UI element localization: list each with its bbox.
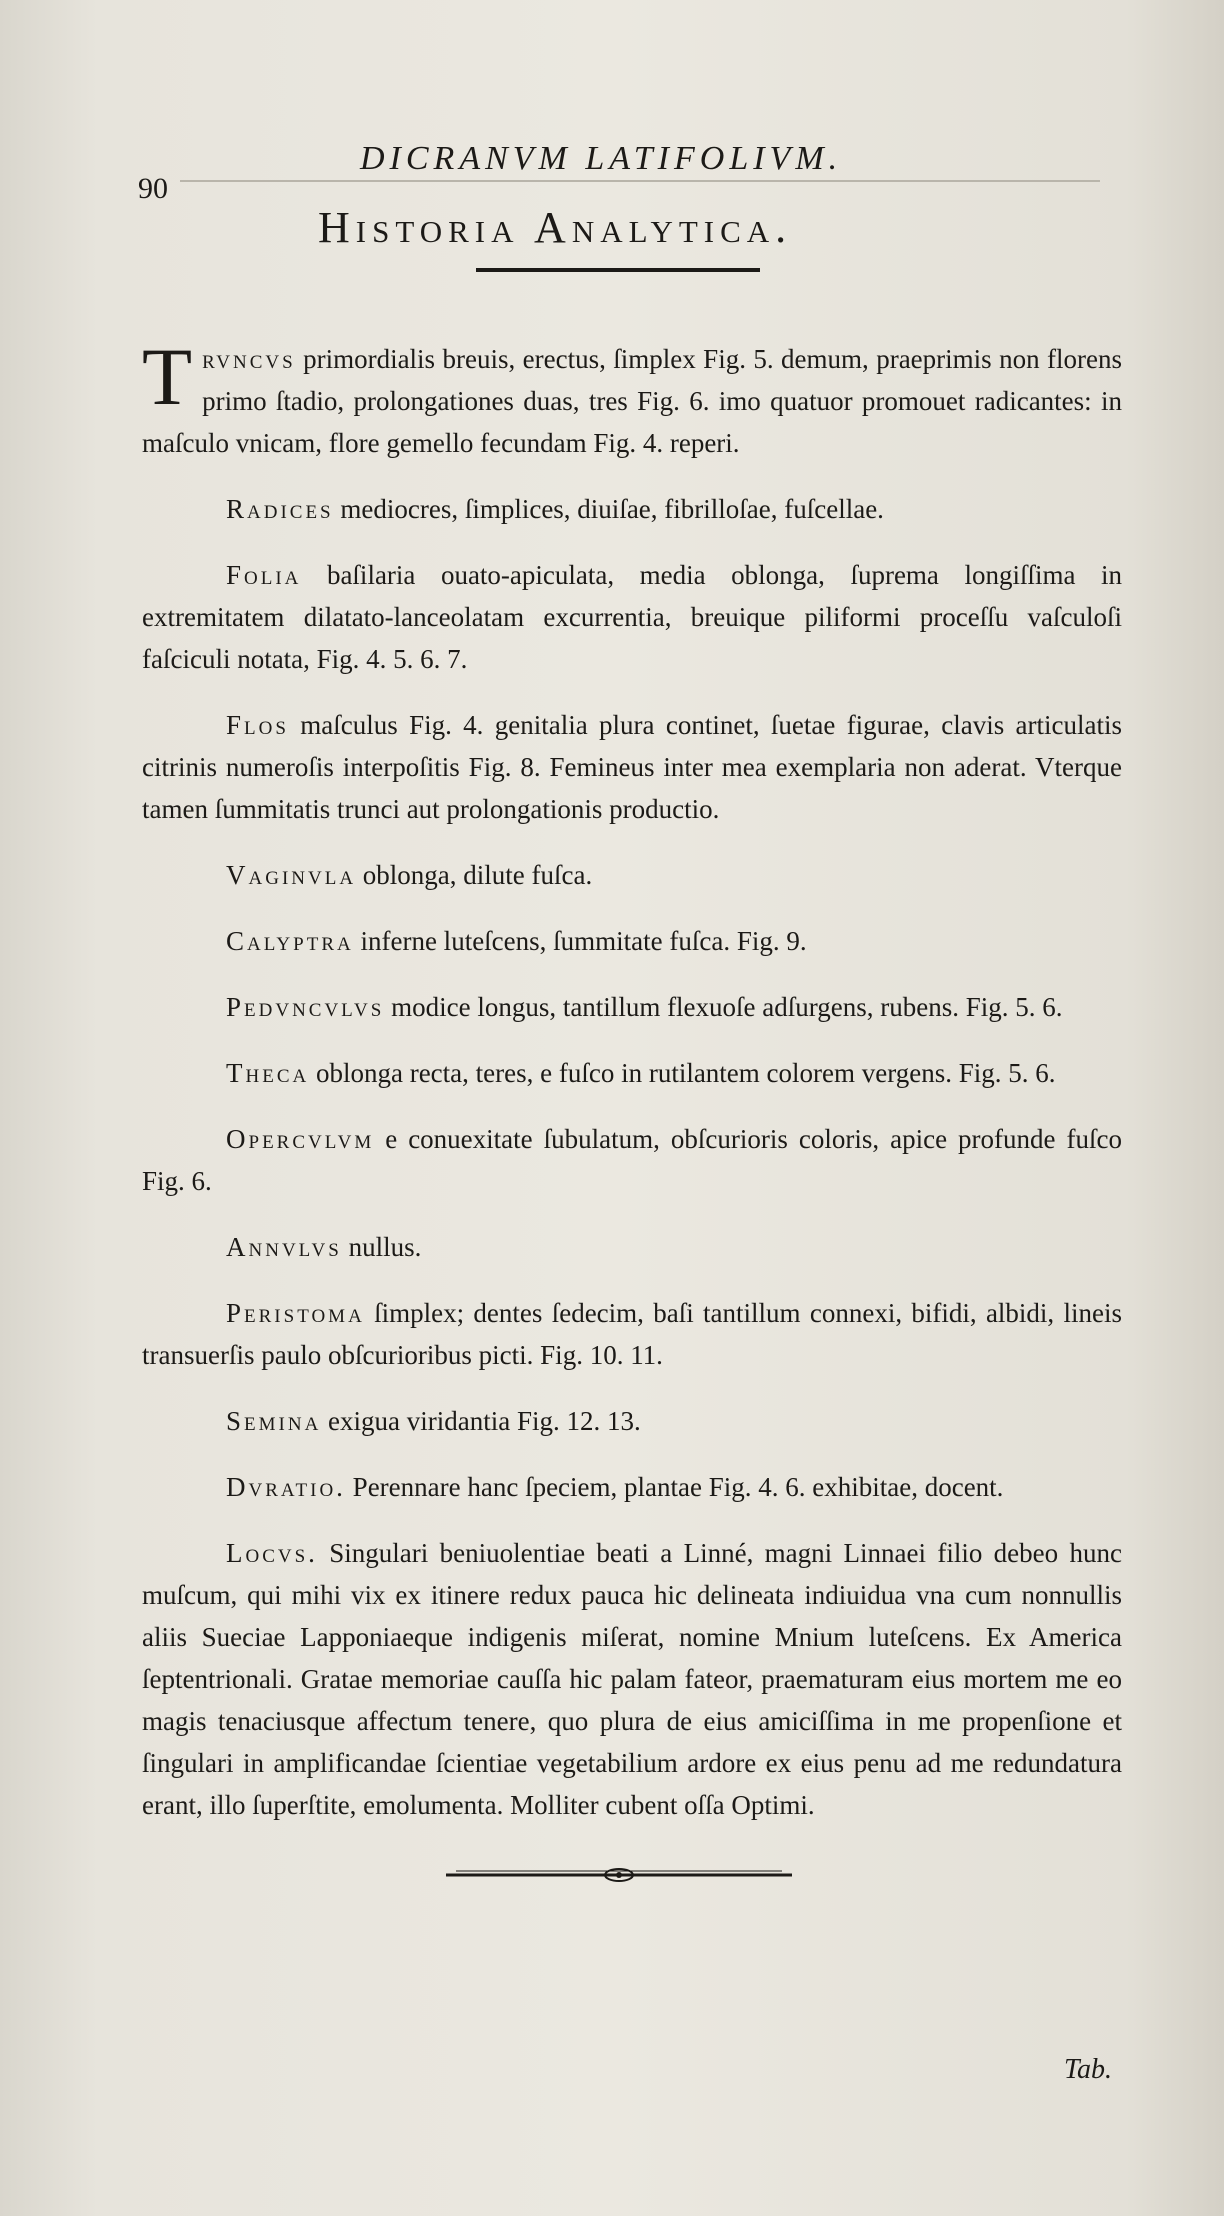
running-head: DICRANVM LATIFOLIVM.: [360, 140, 843, 177]
paragraph-calyptra: [142, 920, 1122, 962]
section-title: Historia Analytica.: [318, 203, 793, 252]
paragraph-text: oblonga recta, teres, e fuſco in rutilantem colorem vergens. Fig. 5. 6.: [309, 1058, 1056, 1088]
paragraph-text: nullus.: [341, 1232, 422, 1262]
paragraph-lead: Annvlvs: [226, 1232, 342, 1262]
paragraph-peristoma: [142, 1292, 1122, 1376]
paragraph-pedunculus: [142, 986, 1122, 1028]
text-body: [142, 331, 1122, 1850]
paragraph-operculum: [142, 1118, 1122, 1202]
title-rule: [476, 268, 760, 272]
paragraph-lead: Pedvncvlvs: [226, 992, 385, 1022]
ornamental-rule-icon: [446, 1864, 792, 1886]
header-rule: [180, 180, 1100, 182]
paragraph-folia: [142, 554, 1122, 680]
paragraph-text: Singulari beniuolentiae beati a Linné, magni Linnaei filio debeo hunc muſcum, qui mihi vix ex itinere redux pauca hic delineata indiuidua vna cum nonnullis aliis Sueciae Lapponiaeque indigenis miſerat, nomine Mnium luteſcens. Ex America ſeptentrionali. Gratae memoriae cauſſa hic palam fateor, praematuram eius mortem me eo magis tenaciusque affectum tenere, quo plura de eius amiciſſima in me propenſione et ſingulari in amplificandae ſcientiae vegetabilium ardore ex eius penu ad me redundatura erant, illo ſuperſtite, emolumenta. Molliter cubent oſſa Optimi.: [142, 1538, 1122, 1820]
paragraph-semina: [142, 1400, 1122, 1442]
paragraph-lead: Flos: [226, 710, 289, 740]
paragraph-duratio: [142, 1466, 1122, 1508]
paragraph-lead: Vaginvla: [226, 860, 357, 890]
paragraph-text: primordialis breuis, erectus, ſimplex Fig. 5. demum, praeprimis non florens primo ſtadio, prolongationes duas, tres Fig. 6. imo quatuor promouet radicantes: in maſculo vnicam, flore gemello fecundam Fig. 4. reperi.: [142, 344, 1122, 458]
paragraph-text: modice longus, tantillum flexuoſe adſurgens, rubens. Fig. 5. 6.: [384, 992, 1063, 1022]
paragraph-radices: [142, 488, 1122, 530]
paragraph-text: maſculus Fig. 4. genitalia plura continet, ſuetae figurae, clavis articulatis citrinis numeroſis interpoſitis Fig. 8. Femineus inter mea exemplaria non aderat. Vterque tamen ſummitatis trunci aut prolongationis productio.: [142, 710, 1122, 824]
paragraph-lead: Dvratio.: [226, 1472, 346, 1502]
paragraph-text: inferne luteſcens, ſummitate fuſca. Fig. 9.: [353, 926, 807, 956]
paragraph-text: baſilaria ouato-apiculata, media oblonga, ſuprema longiſſima in extremitatem dilatato-lanceolatam excurrentia, breuique piliformi proceſſu vaſculoſi faſciculi notata, Fig. 4. 5. 6. 7.: [142, 560, 1122, 674]
paragraph-theca: [142, 1052, 1122, 1094]
page-number: 90: [138, 172, 168, 205]
paragraph-text: oblonga, dilute fuſca.: [356, 860, 593, 890]
paragraph-locus: [142, 1532, 1122, 1826]
paragraph-lead: Opercvlvm: [226, 1124, 375, 1154]
paragraph-vaginula: [142, 854, 1122, 896]
paragraph-text: Perennare hanc ſpeciem, plantae Fig. 4. 6. exhibitae, docent.: [345, 1472, 1004, 1502]
paragraph-lead: rvncvs: [202, 344, 296, 374]
paragraph-lead: Semina: [226, 1406, 322, 1436]
paragraph-lead: Peristoma: [226, 1298, 365, 1328]
paragraph-truncus: [142, 331, 1122, 464]
paragraph-text: mediocres, ſimplices, diuiſae, fibrilloſae, fuſcellae.: [333, 494, 884, 524]
paragraph-flos: [142, 704, 1122, 830]
paragraph-lead: Folia: [226, 560, 302, 590]
paragraph-text: exigua viridantia Fig. 12. 13.: [321, 1406, 641, 1436]
paragraph-lead: Locvs.: [226, 1538, 318, 1568]
paragraph-text: ſimplex; dentes ſedecim, baſi tantillum connexi, bifidi, albidi, lineis transuerſis paulo obſcurioribus picti. Fig. 10. 11.: [142, 1298, 1122, 1370]
drop-cap-letter: T: [142, 331, 193, 422]
catchword: Tab.: [1064, 2054, 1113, 2085]
paragraph-text: e conuexitate ſubulatum, obſcurioris coloris, apice profunde fuſco Fig. 6.: [142, 1124, 1122, 1196]
paragraph-annulus: [142, 1226, 1122, 1268]
paragraph-lead: Theca: [226, 1058, 310, 1088]
paragraph-lead: Calyptra: [226, 926, 354, 956]
paragraph-lead: Radices: [226, 494, 334, 524]
